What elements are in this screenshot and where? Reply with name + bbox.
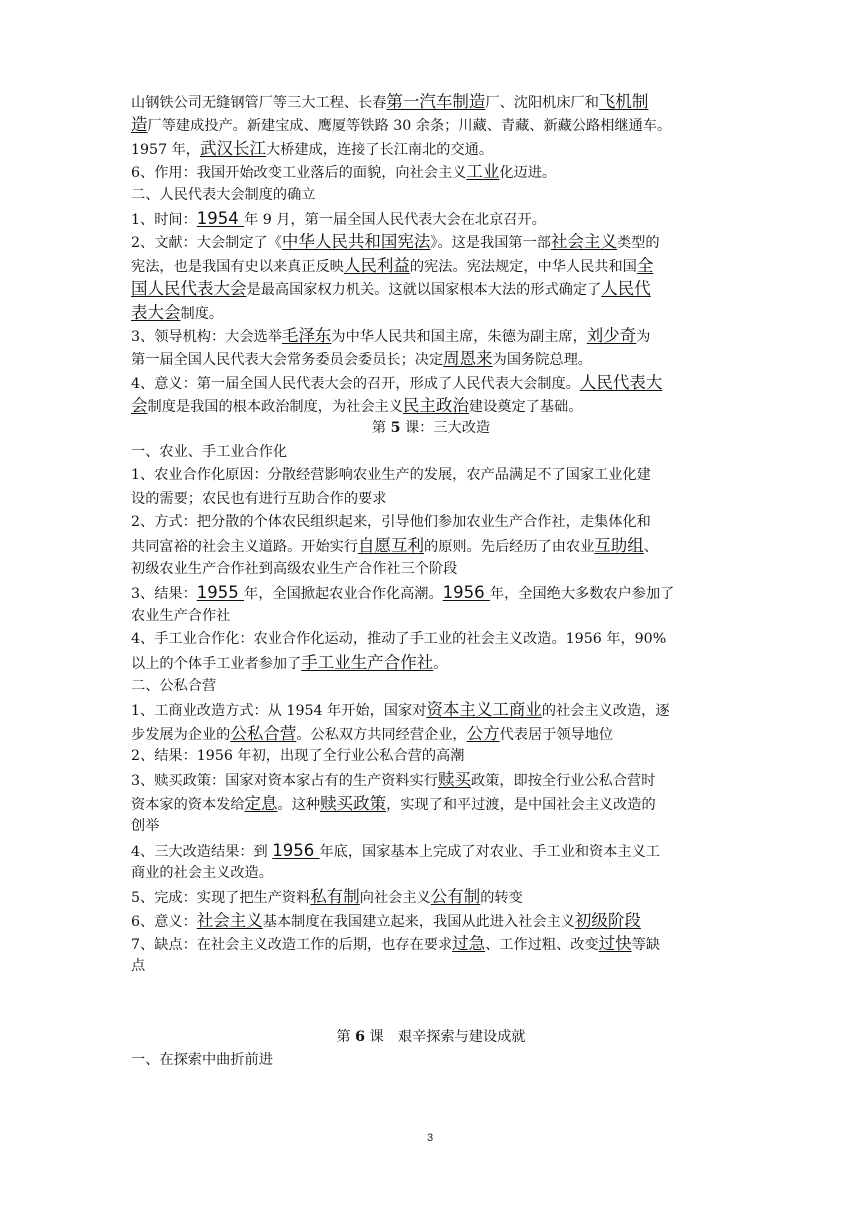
text-segment: 二、人民代表大会制度的确立	[131, 186, 316, 203]
fill-in-answer: 国人民代表大会	[131, 279, 247, 299]
text-line	[131, 254, 731, 277]
text-segment: 代表居于领导地位	[499, 726, 614, 743]
page-number: 3	[426, 1132, 434, 1144]
text-segment: 设的需要；农民也有进行互助合作的要求	[131, 490, 387, 507]
fill-in-answer: 民主政治	[402, 396, 469, 416]
fill-in-answer: 初级阶段	[574, 910, 641, 930]
text-line	[131, 839, 731, 862]
text-segment: 类型的	[617, 235, 660, 252]
text-segment: 初级农业生产合作社到高级农业生产合作社三个阶段	[131, 560, 458, 577]
text-segment: 的转变	[480, 890, 523, 907]
fill-in-answer: 全	[636, 255, 654, 275]
text-line	[131, 277, 731, 300]
text-segment: 3、赎买政策：国家对资本家占有的生产资料实行	[131, 773, 438, 790]
text-line	[131, 347, 731, 370]
text-line	[131, 207, 731, 230]
text-line	[131, 698, 731, 721]
fill-in-answer: 社会主义	[551, 232, 617, 252]
text-line	[131, 722, 731, 745]
text-segment: 制度是我国的根本政治制度，为社会主义	[147, 399, 403, 416]
text-line	[131, 113, 731, 136]
text-segment: 步发展为企业的	[131, 726, 231, 743]
text-segment: 建设奠定了基础。	[468, 399, 583, 416]
fill-in-answer: 公私合营	[230, 723, 297, 743]
text-line	[131, 768, 731, 791]
text-line	[131, 90, 731, 113]
text-segment: 农业生产合作社	[131, 607, 231, 624]
fill-in-answer: 第一汽车制造	[386, 92, 486, 111]
fill-in-answer: 赎买	[437, 770, 471, 790]
text-segment: 创举	[131, 818, 160, 835]
text-segment: 。公私双方共同经营企业，	[296, 726, 467, 743]
fill-in-answer: 互助组	[594, 536, 644, 556]
text-segment: 7、缺点：在社会主义改造工作的后期，也存在要求	[131, 937, 453, 954]
text-segment: 4、三大改造结果：到	[131, 843, 273, 860]
text-segment: 课：三大改造	[400, 420, 491, 437]
text-segment: ，实现了和平过渡，是中国社会主义改造的	[386, 796, 656, 813]
text-segment: 1957 年，	[131, 141, 200, 158]
text-segment: 年，全国绝大多数农户参加了	[489, 586, 675, 603]
text-segment: 年，全国掀起农业合作化高潮。	[244, 586, 443, 603]
text-segment: 化迈进。	[499, 165, 557, 182]
text-line	[131, 815, 731, 838]
text-line	[131, 137, 731, 160]
fill-in-answer: 过急	[452, 934, 486, 954]
text-segment: 宪法，也是我国有史以来真正反映	[131, 258, 344, 275]
text-segment: 、	[643, 539, 658, 556]
text-segment: 6	[355, 1028, 365, 1045]
text-line	[131, 488, 731, 511]
fill-in-answer: 1956	[442, 583, 490, 603]
fill-in-answer: 赎买政策	[320, 793, 387, 813]
text-line	[131, 394, 731, 417]
text-segment: 年 9 月，第一届全国人民代表大会在北京召开。	[244, 211, 546, 228]
text-segment: 。这种	[277, 796, 321, 813]
text-segment: 4、意义：第一届全国人民代表大会的召开，形成了人民代表大会制度。	[131, 375, 580, 392]
text-line	[131, 955, 731, 978]
document-body	[131, 90, 731, 1073]
text-line	[131, 909, 731, 932]
blank-gap	[131, 979, 731, 1026]
fill-in-answer: 造	[131, 115, 148, 135]
text-segment: 资本家的资本发给	[131, 796, 245, 813]
text-line	[131, 324, 731, 347]
text-segment: 2、文献：大会制定了《	[131, 235, 282, 252]
fill-in-answer: 工业	[466, 162, 500, 182]
text-segment: 5	[390, 420, 401, 437]
fill-in-answer: 定息	[244, 793, 278, 813]
fill-in-answer: 毛泽东	[281, 325, 332, 345]
text-segment: 共同富裕的社会主义道路。开始实行	[131, 539, 359, 556]
text-segment: 向社会主义	[359, 890, 431, 907]
text-segment: 课 艰辛探索与建设成就	[365, 1028, 526, 1045]
text-line	[131, 1049, 731, 1072]
text-segment: 的社会主义改造，逐	[541, 703, 670, 720]
text-line	[131, 184, 731, 207]
fill-in-answer: 1956	[272, 840, 320, 860]
text-segment: 为国务院总理。	[492, 352, 592, 369]
text-segment: 以上的个体手工业者参加了	[131, 656, 302, 673]
text-line	[131, 628, 731, 651]
text-segment: 大桥建成，连接了长江南北的交通。	[266, 141, 494, 158]
text-segment: 厂、沈阳机床厂和	[485, 95, 599, 111]
text-segment: 是最高国家权力机关。这就以国家根本大法的形式确定了	[246, 282, 602, 299]
lesson-heading	[131, 1026, 731, 1049]
fill-in-answer: 1955	[196, 583, 245, 603]
text-line	[131, 581, 731, 604]
text-segment: 6、作用：我国开始改变工业落后的面貌，向社会主义	[131, 165, 467, 182]
text-segment: 6、意义：	[131, 913, 197, 930]
text-segment: 第	[336, 1028, 356, 1045]
fill-in-answer: 武汉长江	[200, 138, 266, 158]
fill-in-answer: 自愿互利	[358, 536, 425, 556]
text-segment: 基本制度在我国建立起来，我国从此进入社会主义	[262, 913, 575, 930]
text-line	[131, 301, 731, 324]
text-segment: 1、农业合作化原因：分散经营影响农业生产的发展，农产品满足不了国家工业化建	[131, 467, 651, 484]
text-segment: 、工作过粗、改变	[485, 937, 599, 954]
text-segment: 3、结果：	[131, 586, 197, 603]
fill-in-answer: 表大会	[131, 302, 181, 322]
fill-in-answer: 周恩来	[443, 349, 493, 369]
text-segment: 政策，即按全行业公私合营时	[470, 773, 656, 790]
text-segment: 为中华人民共和国主席，朱德为副主席，	[331, 328, 587, 345]
text-segment: 5、完成：实现了把生产资料	[131, 890, 311, 907]
fill-in-answer: 资本主义工商业	[426, 700, 542, 720]
lesson-heading	[131, 417, 731, 440]
text-line	[131, 464, 731, 487]
fill-in-answer: 会	[131, 396, 148, 416]
text-segment: 山钢铁公司无缝钢管厂等三大工程、长春	[131, 95, 387, 111]
text-segment: 的宪法。宪法规定，中华人民共和国	[409, 258, 637, 275]
text-segment: 4、手工业合作化：农业合作化运动，推动了手工业的社会主义改造。1956 年，90%	[131, 630, 667, 647]
text-segment: 一、农业、手工业合作化	[131, 443, 288, 460]
fill-in-answer: 公有制	[430, 887, 481, 907]
text-line	[131, 511, 731, 534]
text-segment: 二、公私合营	[131, 677, 217, 694]
text-segment: 商业的社会主义改造。	[131, 864, 273, 881]
text-line	[131, 558, 731, 581]
text-segment: 为	[636, 328, 651, 345]
text-segment: 2、方式：把分散的个体农民组织起来，引导他们参加农业生产合作社，走集体化和	[131, 514, 651, 531]
fill-in-answer: 公方	[466, 723, 500, 743]
fill-in-answer: 过快	[598, 934, 632, 954]
text-line	[131, 651, 731, 674]
text-segment: 等缺	[631, 937, 661, 954]
text-segment: 第一届全国人民代表大会常务委员会委员长；决定	[131, 352, 444, 369]
text-segment: 3、领导机构：大会选举	[131, 328, 282, 345]
text-line	[131, 675, 731, 698]
text-line	[131, 885, 731, 908]
text-segment: 。	[433, 656, 448, 673]
text-line	[131, 932, 731, 955]
text-segment: 年底，国家基本上完成了对农业、手工业和资本主义工	[319, 843, 660, 860]
text-line	[131, 441, 731, 464]
fill-in-answer: 人民利益	[343, 255, 410, 275]
text-line	[131, 792, 731, 815]
fill-in-answer: 中华人民共和国宪法	[281, 232, 431, 252]
fill-in-answer: 刘少奇	[586, 325, 637, 345]
text-line	[131, 605, 731, 628]
text-segment: 的原则。先后经历了由农业	[424, 539, 595, 556]
text-line	[131, 745, 731, 768]
fill-in-answer: 飞机制	[598, 92, 649, 111]
text-line	[131, 862, 731, 885]
text-segment: 厂等建成投产。新建宝成、鹰厦等铁路 30 余条；川藏、青藏、新藏公路相继通车。	[147, 118, 672, 135]
text-line	[131, 230, 731, 253]
fill-in-answer: 人民代表大	[579, 372, 663, 392]
text-line	[131, 371, 731, 394]
text-line	[131, 160, 731, 183]
fill-in-answer: 私有制	[310, 887, 360, 907]
text-segment: 》。这是我国第一部	[430, 235, 551, 252]
text-segment: 2、结果：1956 年初，出现了全行业公私合营的高潮	[131, 747, 465, 764]
text-line	[131, 534, 731, 557]
fill-in-answer: 1954	[196, 208, 245, 228]
fill-in-answer: 人民代	[601, 279, 651, 299]
text-segment: 1、时间：	[131, 211, 197, 228]
fill-in-answer: 手工业生产合作社	[301, 653, 434, 673]
text-segment: 点	[131, 958, 146, 975]
text-segment: 一、在探索中曲折前进	[131, 1052, 273, 1069]
text-segment: 1、工商业改造方式：从 1954 年开始，国家对	[131, 703, 427, 720]
fill-in-answer: 社会主义	[196, 910, 263, 930]
text-segment: 第	[371, 420, 391, 437]
text-segment: 制度。	[180, 305, 224, 322]
